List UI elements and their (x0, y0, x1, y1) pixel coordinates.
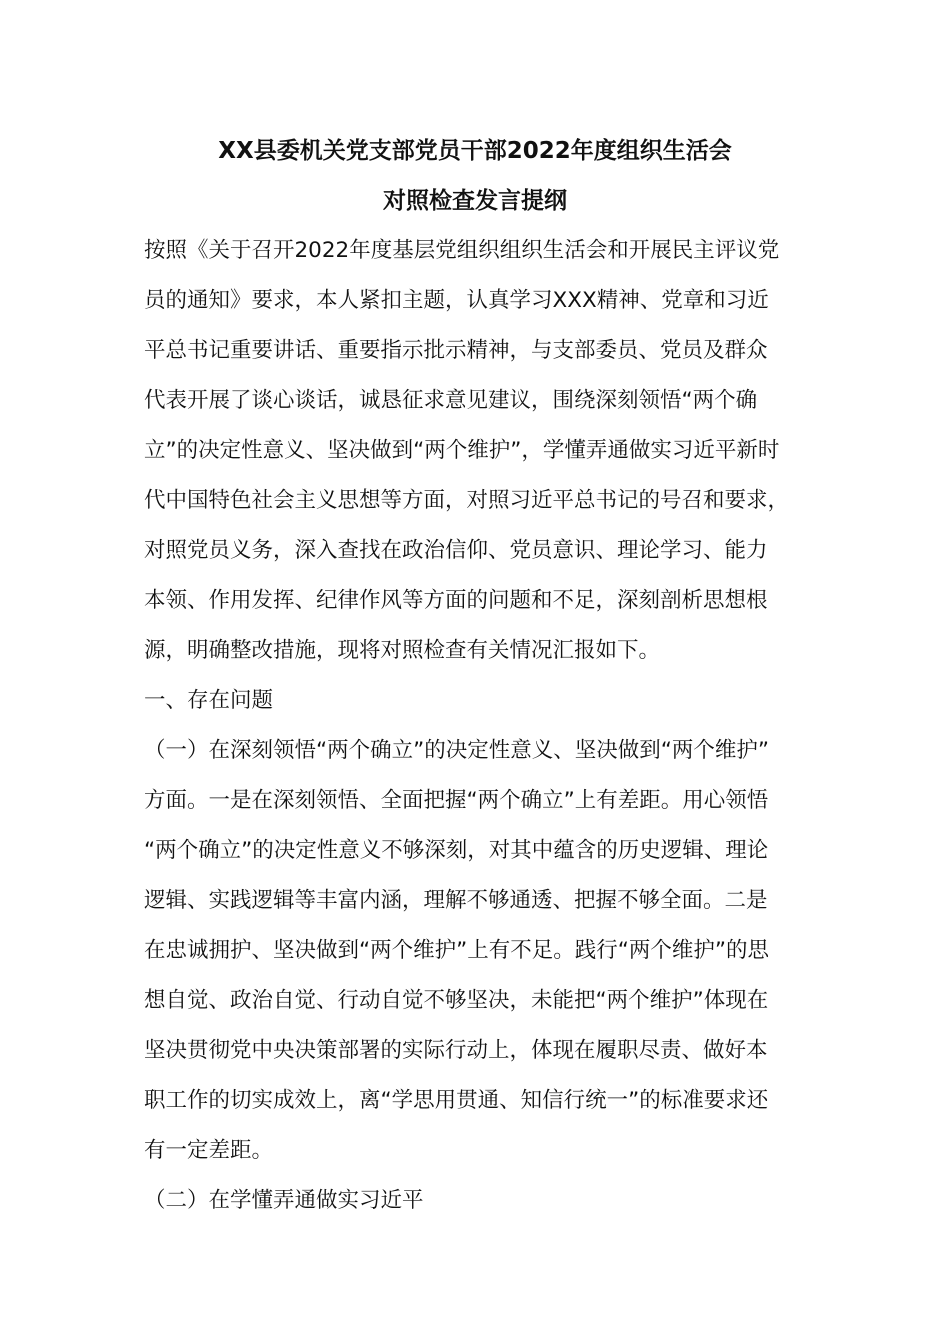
body-line: 本领、作用发挥、纪律作风等方面的问题和不足，深刻剖析思想根 (144, 588, 768, 613)
body-line: 有一定差距。 (144, 1138, 274, 1163)
body-line: 按照《关于召开2022年度基层党组织组织生活会和开展民主评议党 (144, 238, 780, 263)
body-line: “两个确立”的决定性意义不够深刻，对其中蕴含的历史逻辑、理论 (144, 838, 769, 863)
body-line: 职工作的切实成效上，离“学思用贯通、知信行统一”的标准要求还 (144, 1088, 769, 1113)
body-line: 立”的决定性意义、坚决做到“两个维护”，学懂弄通做实习近平新时 (144, 438, 780, 463)
body-line: 平总书记重要讲话、重要指示批示精神，与支部委员、党员及群众 (144, 338, 768, 363)
body-line: 逻辑、实践逻辑等丰富内涵，理解不够通透、把握不够全面。二是 (144, 888, 768, 913)
body-line: 源，明确整改措施，现将对照检查有关情况汇报如下。 (144, 638, 661, 663)
section-heading: 一、存在问题 (144, 688, 274, 713)
body-line: 方面。一是在深刻领悟、全面把握“两个确立”上有差距。用心领悟 (144, 788, 769, 813)
body-line: 坚决贯彻党中央决策部署的实际行动上，体现在履职尽责、做好本 (144, 1038, 768, 1063)
body-line: 对照党员义务，深入查找在政治信仰、党员意识、理论学习、能力 (144, 538, 768, 563)
body-line: 在忠诚拥护、坚决做到“两个维护”上有不足。践行“两个维护”的思 (144, 938, 770, 963)
body-line: 员的通知》要求，本人紧扣主题，认真学习XXX精神、党章和习近 (144, 288, 769, 313)
body-line: 代中国特色社会主义思想等方面，对照习近平总书记的号召和要求， (144, 488, 790, 513)
document-title-line-1: XX县委机关党支部党员干部2022年度组织生活会 (218, 138, 732, 164)
subsection-heading: （一）在深刻领悟“两个确立”的决定性意义、坚决做到“两个维护” (144, 738, 770, 763)
document-title-line-2: 对照检查发言提纲 (383, 188, 567, 214)
body-line: 想自觉、政治自觉、行动自觉不够坚决，未能把“两个维护”体现在 (144, 988, 769, 1013)
subsection-heading: （二）在学懂弄通做实习近平 (144, 1188, 424, 1213)
body-line: 代表开展了谈心谈话，诚恳征求意见建议，围绕深刻领悟“两个确 (144, 388, 758, 413)
